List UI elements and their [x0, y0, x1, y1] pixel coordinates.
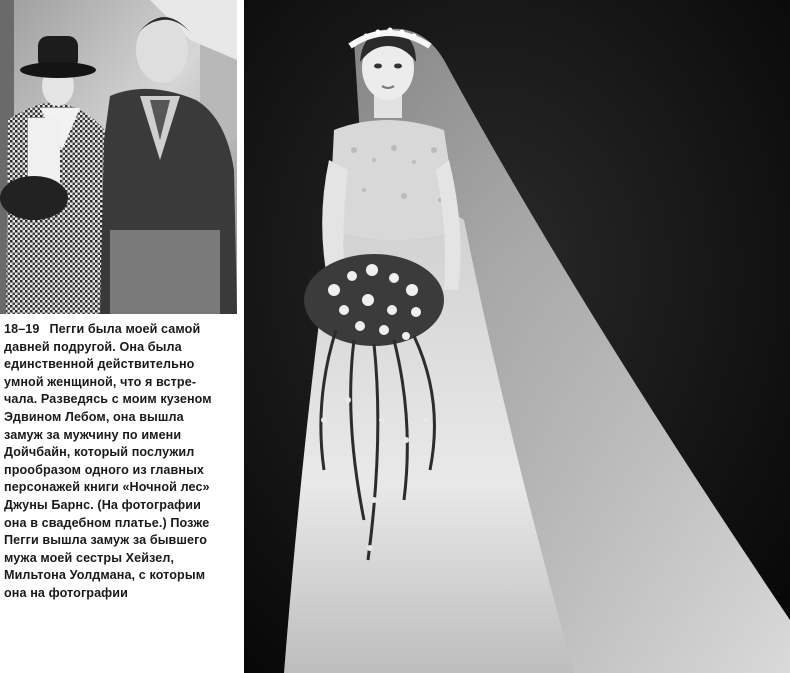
- caption-line: Эдвином Лебом, она вышла: [4, 409, 184, 424]
- caption-line: чала. Разведясь с моим кузеном: [4, 392, 212, 407]
- photo-caption: [4, 321, 240, 603]
- caption-line: умной женщиной, что я встре-: [4, 374, 197, 389]
- caption-line: мужа моей сестры Хейзел,: [4, 550, 175, 565]
- caption-line: прообразом одного из главных: [4, 462, 205, 477]
- caption-line: [4, 321, 240, 339]
- caption-line: давней подругой. Она была: [4, 339, 182, 354]
- bride-photo: [244, 0, 790, 673]
- caption-line: Пегги вышла замуж за бывшего: [4, 533, 208, 548]
- caption-line: Дойчбайн, который послужил: [4, 445, 195, 460]
- caption-line: персонажей книги «Ночной лес»: [4, 480, 210, 495]
- caption-line: единственной действительно: [4, 357, 195, 372]
- couple-photo-illustration: [0, 0, 237, 314]
- caption-line-text: Пегги была моей самой: [49, 322, 201, 336]
- caption-line: она в свадебном платье.) Позже: [4, 515, 210, 530]
- caption-number: 18–19: [4, 322, 40, 336]
- caption-line: Мильтона Уолдмана, с которым: [4, 568, 206, 583]
- bride-photo-illustration: [244, 0, 790, 673]
- caption-line: замуж за мужчину по имени: [4, 427, 182, 442]
- couple-photo: [0, 0, 237, 314]
- caption-line: Джуны Барнс. (На фотографии: [4, 497, 201, 512]
- caption-line: она на фотографии: [4, 585, 128, 600]
